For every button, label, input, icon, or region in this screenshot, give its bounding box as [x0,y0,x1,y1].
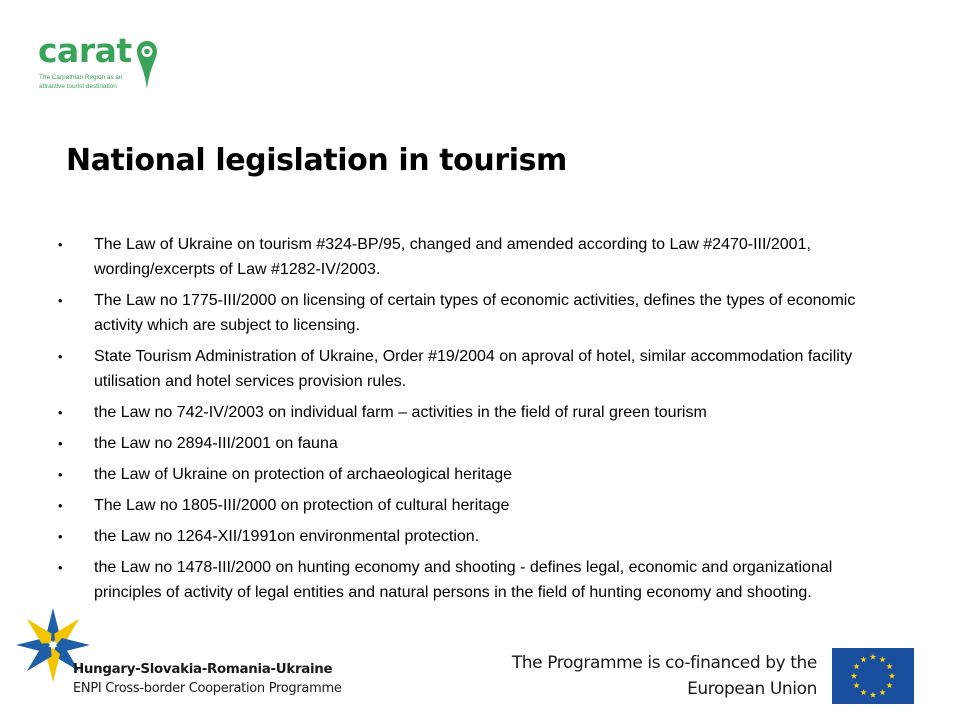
list-item-text: the Law no 2894-III/2001 on fauna [94,435,338,452]
list-item-text: The Law no 1805-III/2000 on protection of cultural heritage [94,497,510,514]
eu-cofinance-line2: European Union [687,679,817,699]
list-item-text: The Law no 1775-III/2000 on licensing of certain types of economic activities, defines the types of economic activity which are subject to licensing. [94,292,856,334]
eu-cofinance-line1: The Programme is co-financed by the [511,653,817,673]
list-item [58,524,903,549]
eu-flag-icon [832,648,914,704]
list-item [58,344,903,394]
legislation-list [58,232,903,611]
bullet-icon: • [58,405,63,420]
list-item-text: the Law no 1264-XII/1991on environmental protection. [94,528,480,545]
list-item-text: the Law no 742-IV/2003 on individual farm – activities in the field of rural green tourism [94,404,707,421]
list-item-text: the Law of Ukraine on protection of archaeological heritage [94,466,513,483]
map-pin-icon [136,40,158,90]
programme-subtitle: ENPI Cross-border Cooperation Programme [73,681,342,696]
bullet-icon: • [58,560,63,575]
bullet-icon: • [58,529,63,544]
carat-tagline-line2: attractive tourist destination [39,83,117,90]
list-item [58,462,903,487]
eu-cofinance-text [512,650,817,702]
list-item-text: The Law of Ukraine on tourism #324-BP/95, changed and amended according to Law #2470-III/2001, wording/excerpts of Law #1282-IV/2003. [94,236,811,278]
carat-logo [38,31,188,98]
list-item-text: State Tourism Administration of Ukraine, Order #19/2004 on aproval of hotel, similar accommodation facility utilisation and hotel services provision rules. [94,348,853,390]
bullet-icon: • [58,237,63,252]
list-item [58,400,903,425]
bullet-icon: • [58,498,63,513]
page-title: National legislation in tourism [66,143,567,178]
carat-logo-text: carat [38,31,132,70]
list-item [58,288,903,338]
list-item [58,493,903,518]
list-item-text: the Law no 1478-III/2000 on hunting economy and shooting - defines legal, economic and organizational principles of activity of legal entities and natural persons in the field of hunting economy and shooting. [94,559,833,601]
carat-tagline [39,73,139,91]
bullet-icon: • [58,467,63,482]
carat-tagline-line1: The Carpathian Region as an [39,74,123,81]
programme-name: Hungary-Slovakia-Romania-Ukraine [73,662,333,677]
list-item [58,431,903,456]
bullet-icon: • [58,349,63,364]
bullet-icon: • [58,293,63,308]
list-item [58,555,903,605]
list-item [58,232,903,282]
bullet-icon: • [58,436,63,451]
